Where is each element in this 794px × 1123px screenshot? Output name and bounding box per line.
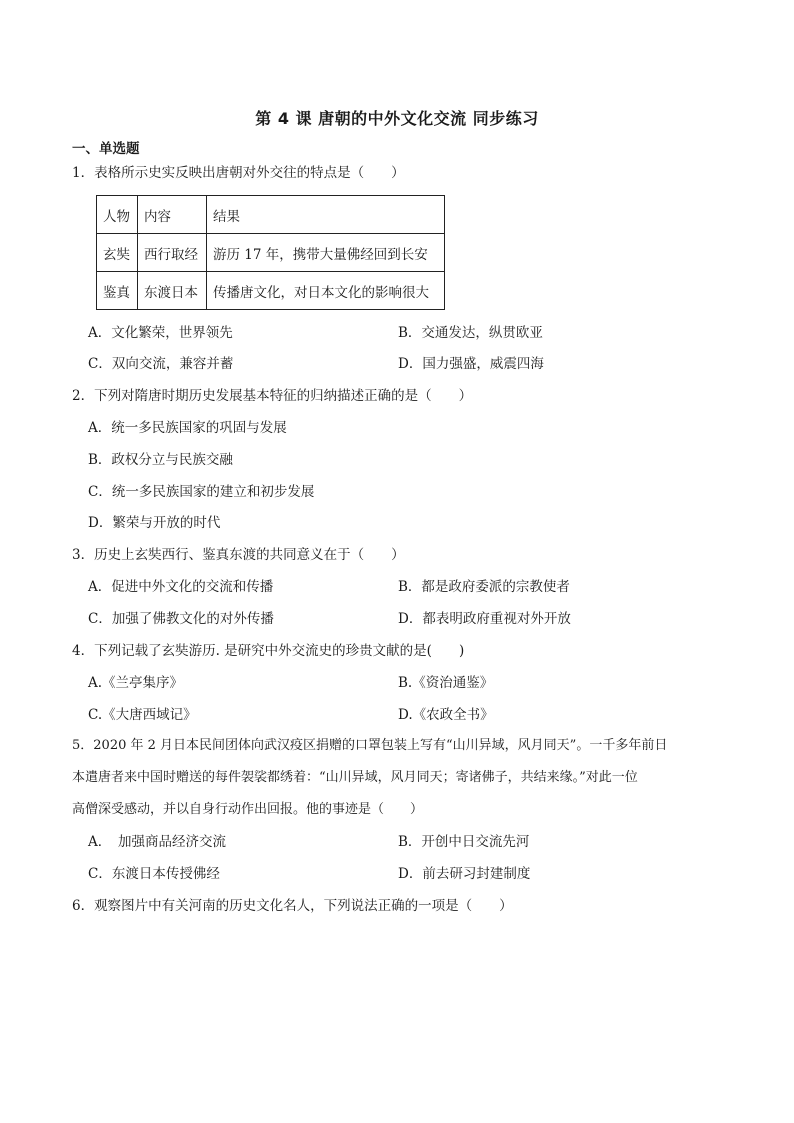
- table-cell: 人物: [97, 196, 138, 234]
- question-5-stem-line-3: 高僧深受感动，并以自身行动作出回报。他的事迹是（ ）: [72, 802, 424, 817]
- question-1-option-b[interactable]: B．交通发达，纵贯欧亚: [398, 325, 543, 341]
- question-5-stem-line-2: 本遣唐者来中国时赠送的每件袈裟都绣着：“山川异域，风月同天；寄诸佛子，共结来缘。”对此一位: [72, 770, 638, 785]
- question-2-stem: 2．下列对隋唐时期历史发展基本特征的归纳描述正确的是（ ）: [72, 388, 473, 404]
- table-cell: 西行取经: [138, 234, 207, 272]
- question-1-table: [96, 195, 445, 310]
- question-3-stem: 3．历史上玄奘西行、鉴真东渡的共同意义在于（ ）: [72, 547, 405, 563]
- question-2-option-d[interactable]: D．繁荣与开放的时代: [88, 515, 221, 531]
- question-6-stem: 6．观察图片中有关河南的历史文化名人，下列说法正确的一项是（ ）: [72, 898, 513, 914]
- table-row: [97, 272, 445, 310]
- page-title: 第 4 课 唐朝的中外文化交流 同步练习: [255, 109, 539, 128]
- table-cell: 传播唐文化，对日本文化的影响很大: [207, 272, 445, 310]
- question-4-stem: 4．下列记载了玄奘游历. 是研究中外交流史的珍贵文献的是( ): [72, 643, 465, 659]
- question-1-option-a[interactable]: A．文化繁荣，世界领先: [88, 325, 233, 341]
- table-cell: 结果: [207, 196, 445, 234]
- question-5-option-a[interactable]: A． 加强商品经济交流: [88, 834, 226, 850]
- section-heading: 一、单选题: [72, 141, 140, 157]
- question-5-option-d[interactable]: D．前去研习封建制度: [398, 866, 531, 882]
- question-2-option-c[interactable]: C．统一多民族国家的建立和初步发展: [88, 484, 315, 500]
- question-3-option-a[interactable]: A．促进中外文化的交流和传播: [88, 579, 274, 595]
- question-4-option-b[interactable]: B.《资治通鉴》: [398, 675, 494, 691]
- table-cell: 游历 17 年，携带大量佛经回到长安: [207, 234, 445, 272]
- question-1-option-d[interactable]: D．国力强盛，威震四海: [398, 356, 544, 372]
- question-1-option-c[interactable]: C．双向交流，兼容并蓄: [88, 356, 234, 372]
- question-5-stem-line-1: 5．2020 年 2 月日本民间团体向武汉疫区捐赠的口罩包装上写有“山川异域，风月同天”。一千多年前日: [72, 738, 668, 753]
- question-1-stem: 1．表格所示史实反映出唐朝对外交往的特点是（ ）: [72, 165, 405, 181]
- table-cell: 玄奘: [97, 234, 138, 272]
- question-4-option-d[interactable]: D.《农政全书》: [398, 707, 494, 723]
- question-5-option-b[interactable]: B．开创中日交流先河: [398, 834, 530, 850]
- table-cell: 东渡日本: [138, 272, 207, 310]
- table-cell: 内容: [138, 196, 207, 234]
- question-4-option-a[interactable]: A.《兰亭集序》: [88, 675, 184, 691]
- table-row: [97, 196, 445, 234]
- question-4-option-c[interactable]: C.《大唐西域记》: [88, 707, 197, 723]
- question-2-option-a[interactable]: A．统一多民族国家的巩固与发展: [88, 420, 287, 436]
- question-2-option-b[interactable]: B．政权分立与民族交融: [88, 452, 233, 468]
- question-3-option-b[interactable]: B．都是政府委派的宗教使者: [398, 579, 570, 595]
- question-3-option-c[interactable]: C．加强了佛教文化的对外传播: [88, 611, 274, 627]
- table-row: [97, 234, 445, 272]
- question-5-option-c[interactable]: C．东渡日本传授佛经: [88, 866, 220, 882]
- question-3-option-d[interactable]: D．都表明政府重视对外开放: [398, 611, 571, 627]
- table-cell: 鉴真: [97, 272, 138, 310]
